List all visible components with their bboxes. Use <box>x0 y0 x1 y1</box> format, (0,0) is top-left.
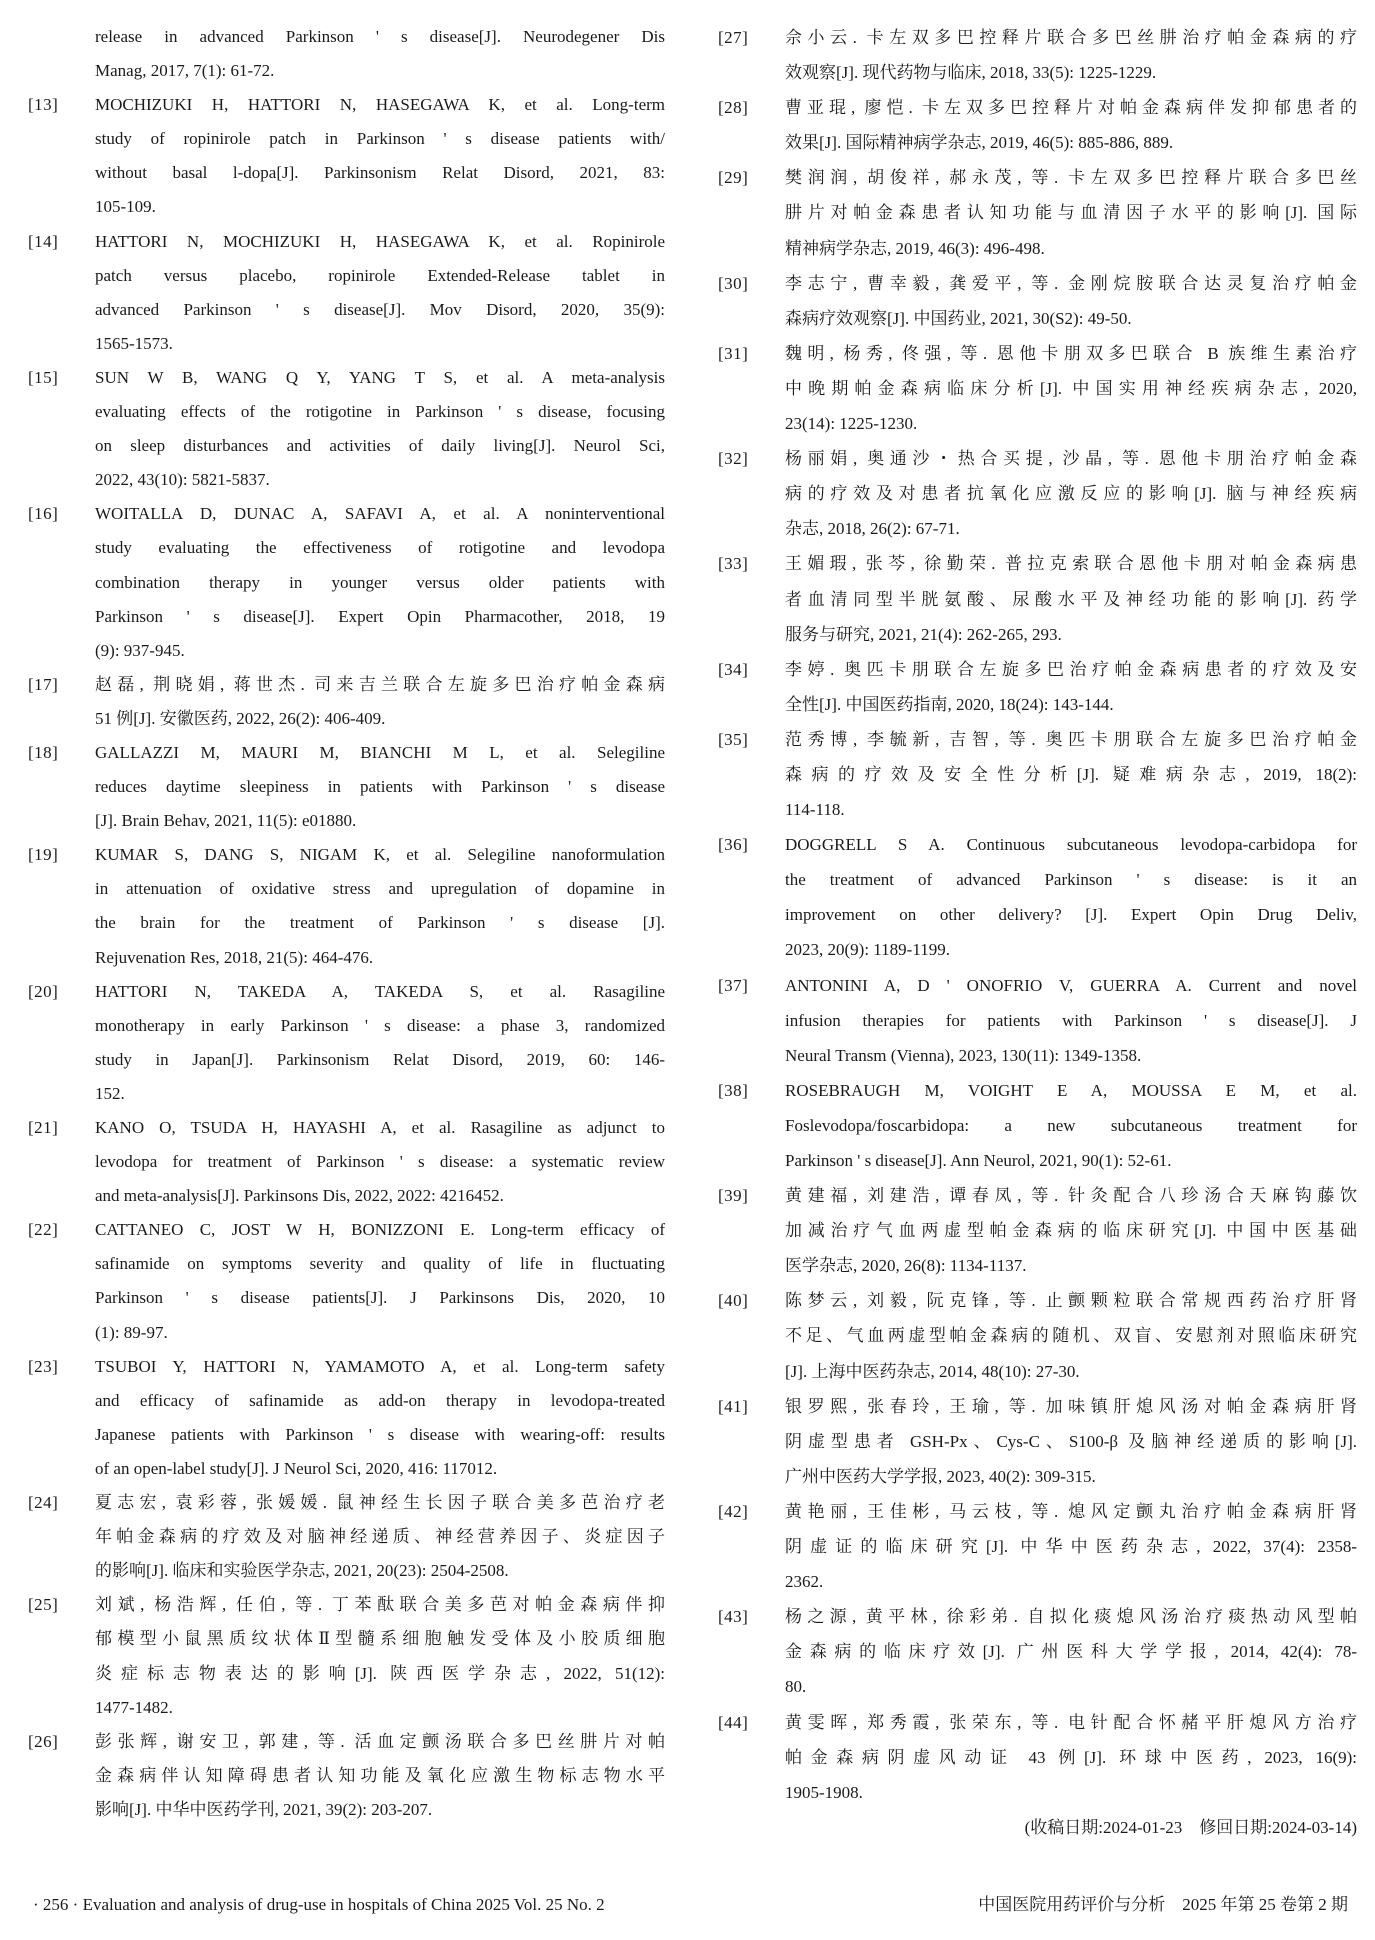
reference-number: [39] <box>718 1186 749 1206</box>
received-date-note: (收稿日期:2024-01-23 修回日期:2024-03-14) <box>1024 1817 1357 1837</box>
reference-text <box>95 1350 665 1486</box>
reference-line: 全性[J]. 中国医药指南, 2020, 18(24): 143-144. <box>785 694 1114 714</box>
reference-line: 陈梦云, 刘毅, 阮克锋, 等. 止颤颗粒联合常规西药治疗肝肾 <box>785 1291 1357 1311</box>
reference-line: 的影响[J]. 临床和实验医学杂志, 2021, 20(23): 2504-2508. <box>95 1561 509 1581</box>
reference-line: 1905-1908. <box>785 1782 863 1802</box>
reference-line: KUMAR S, DANG S, NIGAM K, et al. Selegiline nanoformulation <box>95 845 665 865</box>
reference-line: 彭张辉, 谢安卫, 郭建, 等. 活血定颤汤联合多巴丝肼片对帕 <box>95 1731 665 1751</box>
reference-line: 51 例[J]. 安徽医药, 2022, 26(2): 406-409. <box>95 708 386 728</box>
reference-item <box>718 827 1357 967</box>
reference-text <box>95 1725 665 1827</box>
reference-text <box>95 975 665 1111</box>
reference-text <box>785 1178 1357 1283</box>
reference-line: HATTORI N, TAKEDA A, TAKEDA S, et al. Rasagiline <box>95 981 665 1001</box>
reference-line: 李婷. 奥匹卡朋联合左旋多巴治疗帕金森病患者的疗效及安 <box>785 659 1357 679</box>
reference-number: [43] <box>718 1607 749 1627</box>
reference-item <box>28 668 665 736</box>
reference-line: 效观察[J]. 现代药物与临床, 2018, 33(5): 1225-1229. <box>785 63 1157 83</box>
reference-line: 森病的疗效及安全性分析[J]. 疑难病杂志, 2019, 18(2): <box>785 764 1357 784</box>
reference-text <box>95 1111 665 1213</box>
reference-line: on sleep disturbances and activities of daily living[J]. Neurol Sci, <box>95 436 665 456</box>
reference-number: [17] <box>28 674 59 694</box>
reference-item <box>28 1213 665 1349</box>
reference-line: Parkinson ' s disease patients[J]. J Parkinsons Dis, 2020, 10 <box>95 1288 665 1308</box>
reference-line: Neural Transm (Vienna), 2023, 130(11): 1349-1358. <box>785 1045 1142 1065</box>
reference-text <box>785 968 1357 1073</box>
reference-item <box>718 1599 1357 1704</box>
reference-line: combination therapy in younger versus older patients with <box>95 572 665 592</box>
reference-line: (1): 89-97. <box>95 1322 168 1342</box>
reference-line: SUN W B, WANG Q Y, YANG T S, et al. A meta-analysis <box>95 367 665 387</box>
reference-line: 年帕金森病的疗效及对脑神经递质、神经营养因子、炎症因子 <box>95 1527 665 1547</box>
reference-item <box>718 546 1357 651</box>
reference-number: [30] <box>718 273 749 293</box>
reference-text <box>785 546 1357 651</box>
reference-line: improvement on other delivery? [J]. Expert Opin Drug Deliv, <box>785 905 1357 925</box>
footer-journal-cn: 中国医院用药评价与分析 2025 年第 25 卷第 2 期 <box>978 1895 1348 1914</box>
reference-line: Foslevodopa/foscarbidopa: a new subcutaneous treatment for <box>785 1115 1357 1135</box>
reference-item <box>28 1725 665 1827</box>
reference-line: HATTORI N, MOCHIZUKI H, HASEGAWA K, et al. Ropinirole <box>95 231 665 251</box>
reference-text <box>785 1283 1357 1388</box>
reference-text <box>95 361 665 497</box>
reference-text <box>785 90 1357 160</box>
reference-line: 森病疗效观察[J]. 中国药业, 2021, 30(S2): 49-50. <box>785 308 1132 328</box>
reference-line: study evaluating the effectiveness of rotigotine and levodopa <box>95 538 665 558</box>
reference-line: KANO O, TSUDA H, HAYASHI A, et al. Rasagiline as adjunct to <box>95 1118 665 1137</box>
reference-line: [J]. Brain Behav, 2021, 11(5): e01880. <box>95 811 357 831</box>
reference-number: [22] <box>28 1220 59 1240</box>
reference-number: [33] <box>718 554 749 574</box>
reference-number: [44] <box>718 1712 749 1732</box>
reference-line: 金森病伴认知障碍患者认知功能及氧化应激生物标志物水平 <box>95 1765 665 1785</box>
footer-journal-en: · 256 · Evaluation and analysis of drug-use in hospitals of China 2025 Vol. 25 No. 2 <box>33 1895 605 1914</box>
reference-item <box>28 838 665 974</box>
reference-line: 黄建福, 刘建浩, 谭春凤, 等. 针灸配合八珍汤合天麻钩藤饮 <box>785 1186 1357 1206</box>
reference-line: advanced Parkinson ' s disease[J]. Mov Disord, 2020, 35(9): <box>95 299 665 319</box>
reference-number: [35] <box>718 729 749 749</box>
reference-item <box>28 975 665 1111</box>
reference-number: [24] <box>28 1493 59 1513</box>
reference-line: release in advanced Parkinson ' s disease[J]. Neurodegener Dis <box>95 27 665 46</box>
reference-line: [J]. 上海中医药杂志, 2014, 48(10): 27-30. <box>785 1361 1080 1381</box>
reference-text <box>785 1389 1357 1494</box>
reference-number: [18] <box>28 742 59 762</box>
reference-line: 1477-1482. <box>95 1697 173 1717</box>
reference-line: 2022, 43(10): 5821-5837. <box>95 470 270 490</box>
reference-line: safinamide on symptoms severity and quality of life in fluctuating <box>95 1254 665 1274</box>
reference-item <box>718 160 1357 265</box>
reference-line: 炎症标志物表达的影响[J]. 陕西医学杂志, 2022, 51(12): <box>95 1663 665 1683</box>
reference-line: monotherapy in early Parkinson ' s disease: a phase 3, randomized <box>95 1015 665 1035</box>
reference-text <box>95 497 665 667</box>
reference-line: Rejuvenation Res, 2018, 21(5): 464-476. <box>95 947 374 967</box>
reference-text <box>95 838 665 974</box>
reference-line: 杨之源, 黄平林, 徐彩弟. 自拟化痰熄风汤治疗痰热动风型帕 <box>785 1607 1357 1627</box>
reference-item <box>718 1389 1357 1494</box>
reference-text <box>785 160 1357 265</box>
reference-line: 李志宁, 曹幸毅, 龚爱平, 等. 金刚烷胺联合达灵复治疗帕金 <box>785 273 1357 293</box>
reference-item <box>28 1111 665 1213</box>
reference-line: 精神病学杂志, 2019, 46(3): 496-498. <box>785 238 1045 258</box>
reference-line: 2023, 20(9): 1189-1199. <box>785 940 950 960</box>
reference-text <box>95 668 665 736</box>
reference-number: [34] <box>718 659 749 679</box>
reference-line: 赵磊, 荆晓娟, 蒋世杰. 司来吉兰联合左旋多巴治疗帕金森病 <box>95 674 665 694</box>
reference-continuation <box>28 20 665 88</box>
reference-line: 阴虚型患者 GSH-Px、Cys-C、S100-β 及脑神经递质的影响[J]. <box>785 1431 1357 1451</box>
reference-text <box>95 225 665 361</box>
reference-line: 杨丽娟, 奥通沙・热合买提, 沙晶, 等. 恩他卡朋治疗帕金森 <box>785 449 1357 469</box>
reference-line: 80. <box>785 1677 807 1697</box>
reference-line: 影响[J]. 中华中医药学刊, 2021, 39(2): 203-207. <box>95 1799 433 1819</box>
reference-line: study in Japan[J]. Parkinsonism Relat Disord, 2019, 60: 146- <box>95 1049 665 1069</box>
reference-number: [21] <box>28 1118 59 1137</box>
reference-number: [41] <box>718 1396 749 1416</box>
reference-line: Parkinson ' s disease[J]. Ann Neurol, 2021, 90(1): 52-61. <box>785 1151 1172 1170</box>
reference-text <box>785 722 1357 827</box>
reference-text <box>95 1486 665 1588</box>
reference-line: 黄艳丽, 王佳彬, 马云枝, 等. 熄风定颤丸治疗帕金森病肝肾 <box>785 1501 1357 1521</box>
reference-line: 帕金森病阴虚风动证 43 例[J]. 环球中医药, 2023, 16(9): <box>785 1747 1357 1767</box>
reference-line: ROSEBRAUGH M, VOIGHT E A, MOUSSA E M, et al. <box>785 1080 1357 1100</box>
reference-line: 阴虚证的临床研究[J]. 中华中医药杂志, 2022, 37(4): 2358- <box>785 1537 1357 1557</box>
reference-number: [42] <box>718 1501 749 1521</box>
reference-line: 杂志, 2018, 26(2): 67-71. <box>785 519 960 539</box>
reference-line: 银罗熙, 张春玲, 王瑜, 等. 加味镇肝熄风汤对帕金森病肝肾 <box>785 1396 1357 1416</box>
reference-number: [40] <box>718 1291 749 1311</box>
reference-line: GALLAZZI M, MAURI M, BIANCHI M L, et al. Selegiline <box>95 742 665 762</box>
reference-line: 23(14): 1225-1230. <box>785 414 918 434</box>
reference-line: 服务与研究, 2021, 21(4): 262-265, 293. <box>785 624 1062 644</box>
reference-item <box>28 1588 665 1724</box>
reference-line: DOGGRELL S A. Continuous subcutaneous levodopa-carbidopa for <box>785 835 1357 855</box>
reference-line: (9): 937-945. <box>95 640 185 660</box>
reference-line: the brain for the treatment of Parkinson ' s disease [J]. <box>95 913 665 933</box>
reference-number: [32] <box>718 449 749 469</box>
reference-text <box>785 20 1357 90</box>
reference-text <box>785 1705 1357 1810</box>
reference-number: [15] <box>28 367 59 387</box>
reference-text <box>785 1073 1357 1178</box>
reference-text <box>785 827 1357 967</box>
reference-line: Manag, 2017, 7(1): 61-72. <box>95 61 275 81</box>
reference-line: 王媚瑕, 张芩, 徐勤荣. 普拉克索联合恩他卡朋对帕金森病患 <box>785 554 1357 574</box>
reference-number: [26] <box>28 1731 59 1751</box>
reference-line: 不足、气血两虚型帕金森病的随机、双盲、安慰剂对照临床研究 <box>785 1326 1357 1346</box>
reference-number: [19] <box>28 845 59 865</box>
reference-item <box>718 1283 1357 1388</box>
reference-item <box>718 1178 1357 1283</box>
reference-item <box>28 88 665 224</box>
right-column <box>718 20 1357 1845</box>
reference-line: 105-109. <box>95 197 156 217</box>
reference-line: MOCHIZUKI H, HATTORI N, HASEGAWA K, et al. Long-term <box>95 95 665 115</box>
reference-text <box>95 1588 665 1724</box>
reference-number: [25] <box>28 1595 59 1615</box>
reference-text <box>95 20 665 88</box>
reference-line: 152. <box>95 1083 125 1103</box>
reference-number: [37] <box>718 975 749 995</box>
reference-item <box>718 1073 1357 1178</box>
reference-line: 2362. <box>785 1572 824 1592</box>
reference-line: 魏明, 杨秀, 佟强, 等. 恩他卡朋双多巴联合 B 族维生素治疗 <box>785 343 1357 363</box>
reference-item <box>718 652 1357 722</box>
reference-line: 郁模型小鼠黑质纹状体Ⅱ型髓系细胞触发受体及小胶质细胞 <box>95 1629 665 1649</box>
reference-line: 夏志宏, 袁彩蓉, 张媛媛. 鼠神经生长因子联合美多芭治疗老 <box>95 1493 665 1513</box>
reference-list <box>28 88 665 1827</box>
reference-line: CATTANEO C, JOST W H, BONIZZONI E. Long-term efficacy of <box>95 1220 665 1240</box>
reference-line: Parkinson ' s disease[J]. Expert Opin Pharmacother, 2018, 19 <box>95 606 665 626</box>
reference-line: 肼片对帕金森患者认知功能与血清因子水平的影响[J]. 国际 <box>785 203 1357 223</box>
reference-line: evaluating effects of the rotigotine in Parkinson ' s disease, focusing <box>95 402 665 422</box>
reference-text <box>785 336 1357 441</box>
reference-line: 效果[J]. 国际精神病学杂志, 2019, 46(5): 885-886, 889. <box>785 133 1174 153</box>
reference-item <box>28 225 665 361</box>
reference-line: without basal l-dopa[J]. Parkinsonism Relat Disord, 2021, 83: <box>95 163 665 183</box>
reference-text <box>785 266 1357 336</box>
reference-item <box>718 266 1357 336</box>
reference-item <box>718 1494 1357 1599</box>
reference-text <box>785 1599 1357 1704</box>
reference-item <box>718 441 1357 546</box>
reference-item <box>28 361 665 497</box>
reference-line: 黄雯晖, 郑秀霞, 张荣东, 等. 电针配合怀赭平肝熄风方治疗 <box>785 1712 1357 1732</box>
reference-item <box>28 1350 665 1486</box>
reference-item <box>28 736 665 838</box>
left-column <box>28 20 665 1827</box>
reference-line: 金森病的临床疗效[J]. 广州医科大学学报, 2014, 42(4): 78- <box>785 1642 1357 1662</box>
reference-number: [14] <box>28 231 59 251</box>
reference-line: ANTONINI A, D ' ONOFRIO V, GUERRA A. Current and novel <box>785 975 1357 995</box>
reference-number: [31] <box>718 343 749 363</box>
reference-list <box>718 20 1357 1810</box>
reference-number: [13] <box>28 95 59 115</box>
reference-line: Japanese patients with Parkinson ' s disease with wearing-off: results <box>95 1424 665 1444</box>
reference-line: patch versus placebo, ropinirole Extended-Release tablet in <box>95 265 665 285</box>
reference-item <box>28 1486 665 1588</box>
reference-line: TSUBOI Y, HATTORI N, YAMAMOTO A, et al. Long-term safety <box>95 1356 665 1376</box>
reference-number: [28] <box>718 98 749 118</box>
reference-line: and efficacy of safinamide as add-on therapy in levodopa-treated <box>95 1390 665 1410</box>
reference-text <box>785 441 1357 546</box>
reference-line: 佘小云. 卡左双多巴控释片联合多巴丝肼治疗帕金森病的疗 <box>785 28 1357 47</box>
reference-number: [38] <box>718 1080 749 1100</box>
reference-line: 114-118. <box>785 800 845 820</box>
reference-line: of an open-label study[J]. J Neurol Sci, 2020, 416: 117012. <box>95 1458 498 1478</box>
reference-number: [20] <box>28 981 59 1001</box>
reference-line: 广州中医药大学学报, 2023, 40(2): 309-315. <box>785 1466 1096 1486</box>
reference-line: study of ropinirole patch in Parkinson ' s disease patients with/ <box>95 129 665 149</box>
reference-line: 者血清同型半胱氨酸、尿酸水平及神经功能的影响[J]. 药学 <box>785 589 1357 609</box>
reference-text <box>785 652 1357 722</box>
reference-line: 1565-1573. <box>95 333 173 353</box>
reference-line: and meta-analysis[J]. Parkinsons Dis, 2022, 2022: 4216452. <box>95 1186 504 1206</box>
reference-line: 加减治疗气血两虚型帕金森病的临床研究[J]. 中国中医基础 <box>785 1221 1357 1241</box>
reference-line: 曹亚琨, 廖恺. 卡左双多巴控释片对帕金森病伴发抑郁患者的 <box>785 98 1357 118</box>
reference-item <box>718 722 1357 827</box>
reference-text <box>95 1213 665 1349</box>
reference-number: [36] <box>718 835 749 855</box>
reference-item <box>718 90 1357 160</box>
reference-line: 病的疗效及对患者抗氧化应激反应的影响[J]. 脑与神经疾病 <box>785 484 1357 504</box>
reference-number: [23] <box>28 1356 59 1376</box>
reference-text <box>785 1494 1357 1599</box>
reference-line: in attenuation of oxidative stress and upregulation of dopamine in <box>95 879 665 899</box>
reference-number: [27] <box>718 28 749 47</box>
reference-text <box>95 88 665 224</box>
reference-item <box>718 1705 1357 1810</box>
reference-line: 范秀博, 李毓新, 吉智, 等. 奥匹卡朋联合左旋多巴治疗帕金 <box>785 729 1357 749</box>
reference-line: the treatment of advanced Parkinson ' s disease: is it an <box>785 870 1357 890</box>
reference-line: 医学杂志, 2020, 26(8): 1134-1137. <box>785 1256 1027 1276</box>
reference-item <box>28 497 665 667</box>
reference-line: levodopa for treatment of Parkinson ' s disease: a systematic review <box>95 1152 665 1172</box>
reference-line: infusion therapies for patients with Parkinson ' s disease[J]. J <box>785 1010 1357 1030</box>
reference-line: 刘斌, 杨浩辉, 任伯, 等. 丁苯酞联合美多芭对帕金森病伴抑 <box>95 1595 665 1615</box>
reference-line: 中晚期帕金森病临床分析[J]. 中国实用神经疾病杂志, 2020, <box>785 378 1357 398</box>
reference-line: WOITALLA D, DUNAC A, SAFAVI A, et al. A noninterventional <box>95 504 665 524</box>
reference-item <box>718 20 1357 90</box>
reference-line: reduces daytime sleepiness in patients with Parkinson ' s disease <box>95 777 665 797</box>
reference-number: [16] <box>28 504 59 524</box>
reference-text <box>95 736 665 838</box>
reference-item <box>718 968 1357 1073</box>
reference-line: 樊润润, 胡俊祥, 郝永茂, 等. 卡左双多巴控释片联合多巴丝 <box>785 168 1357 188</box>
reference-item <box>718 336 1357 441</box>
reference-number: [29] <box>718 168 749 188</box>
